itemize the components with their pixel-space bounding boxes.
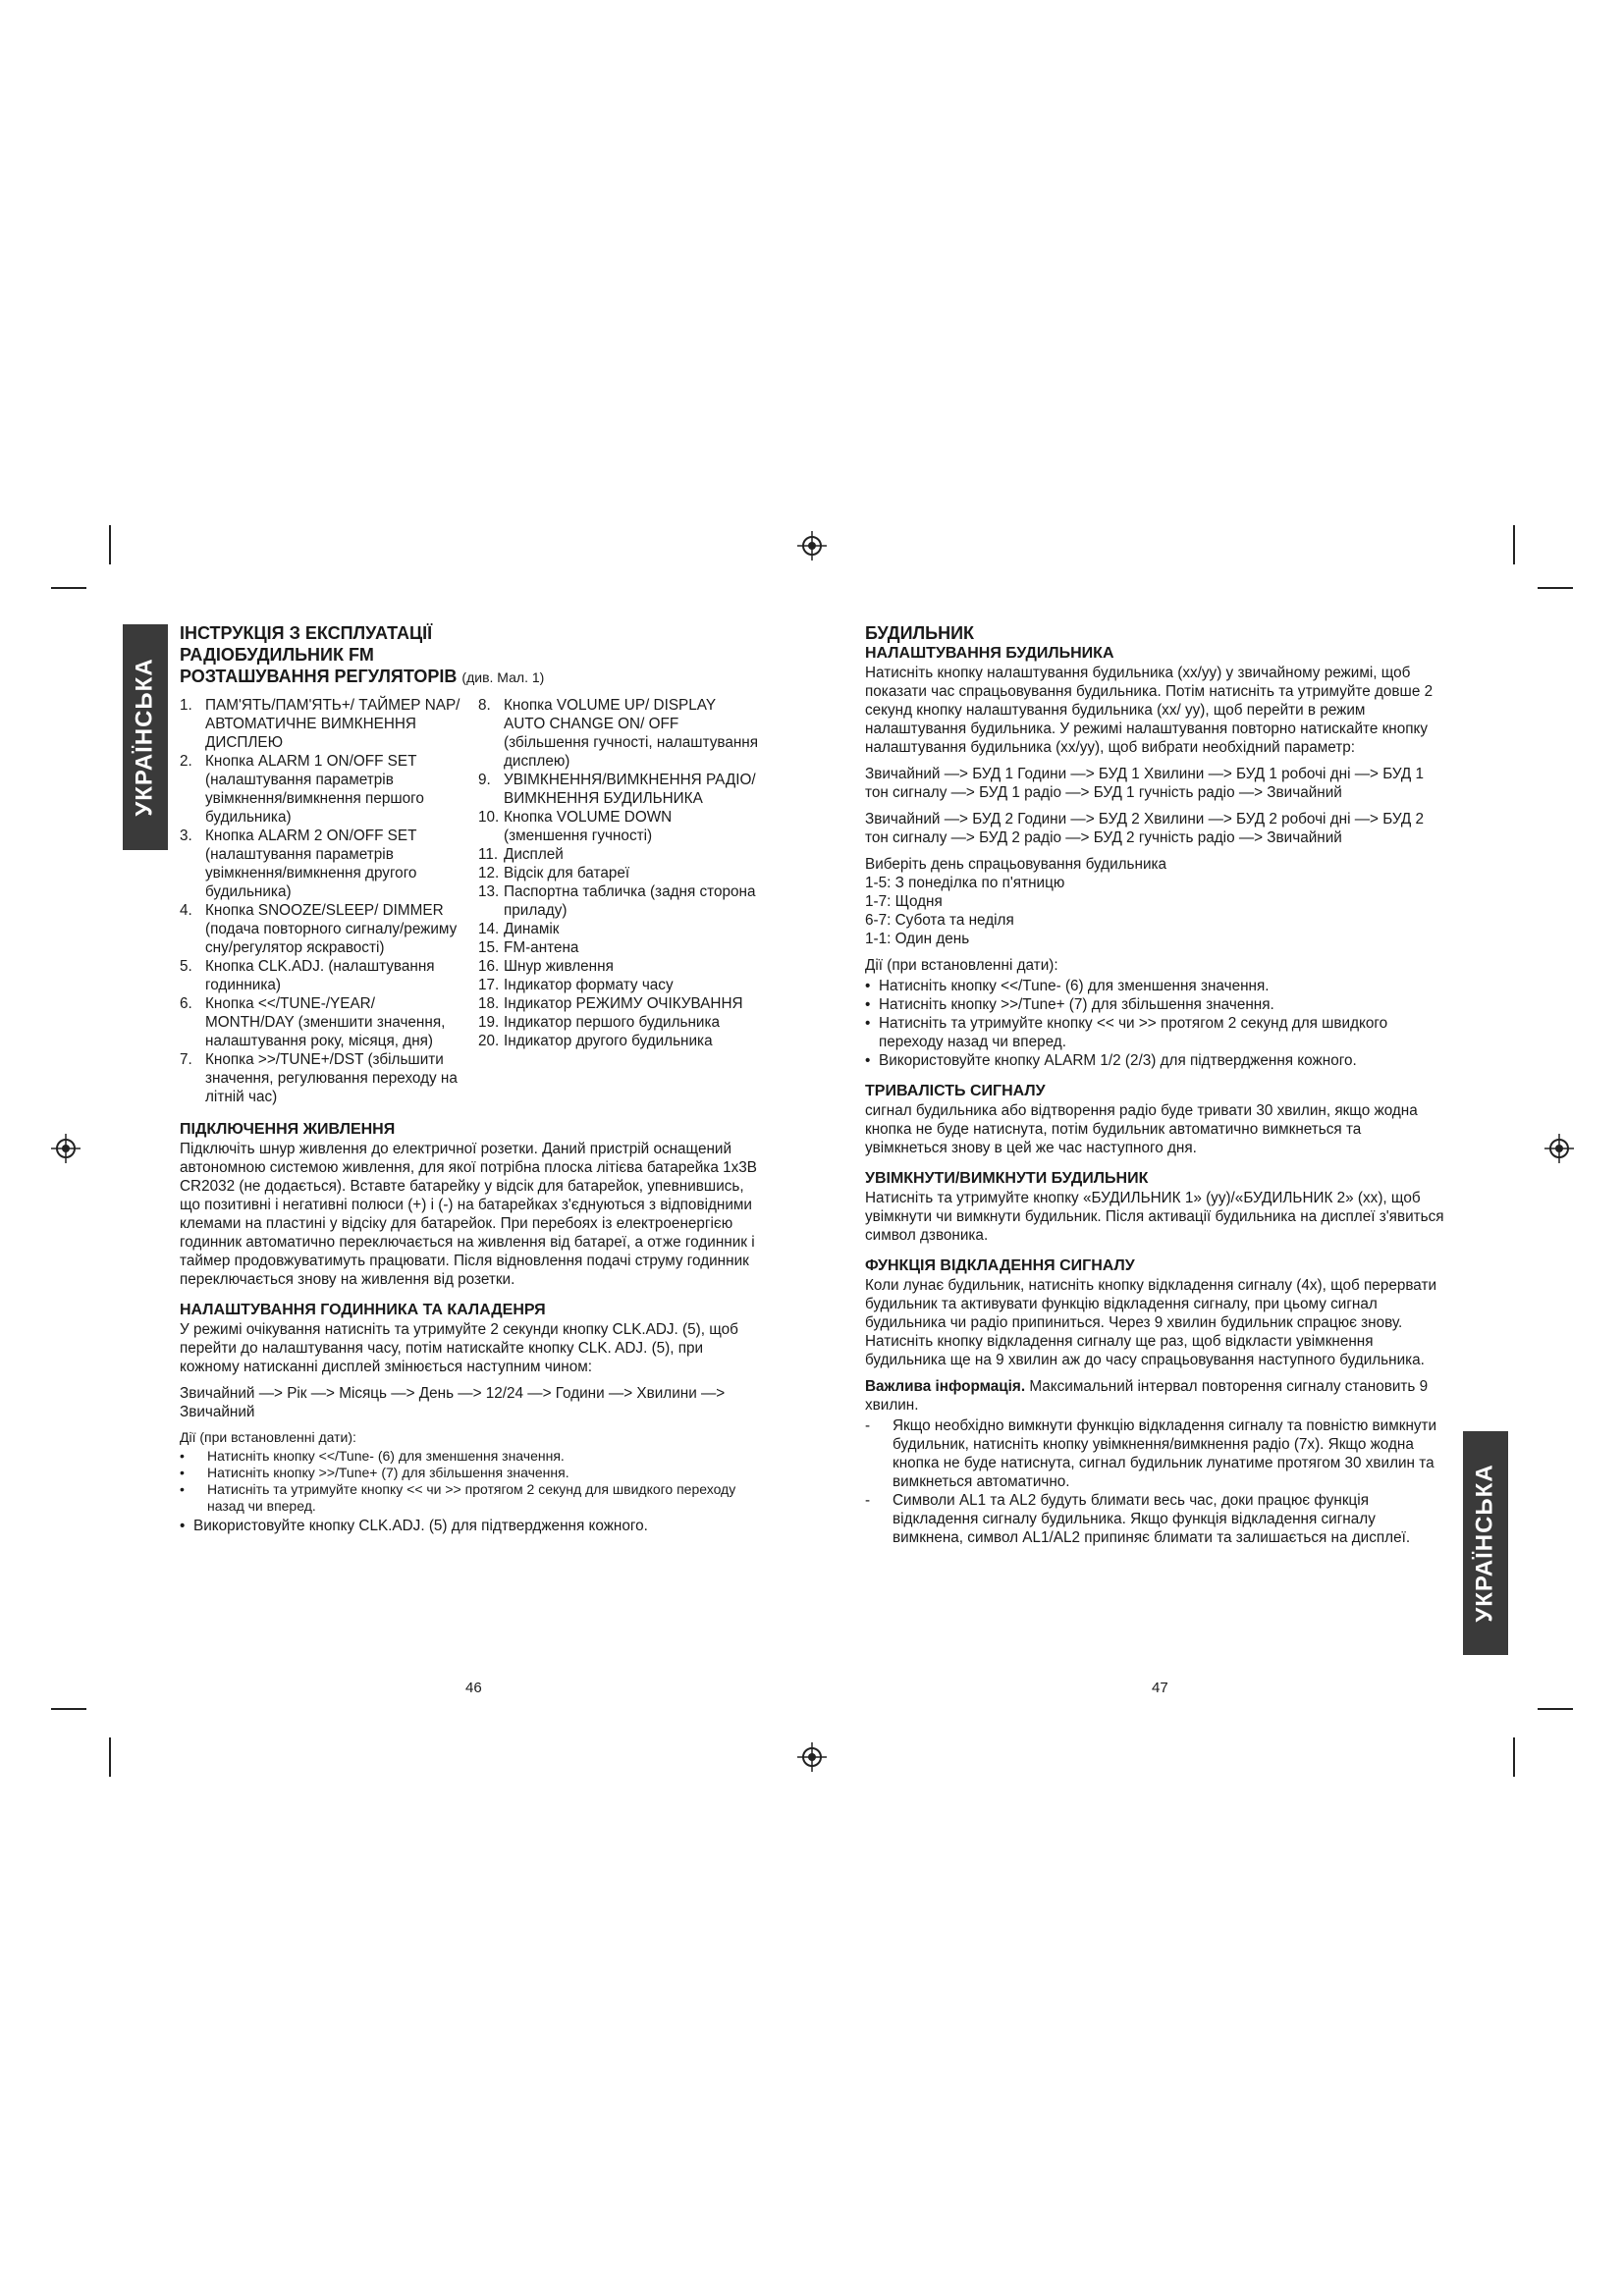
important-paragraph: Важлива інформація. Максимальний інтервал повторення сигналу становить 9 хвилин.	[865, 1378, 1429, 1414]
controls-list-column-2	[478, 696, 759, 1106]
control-item-number: 6.	[180, 995, 192, 1012]
control-item	[478, 771, 759, 808]
alarm-setup-heading: НАЛАШТУВАННЯ БУДИЛЬНИКА	[865, 645, 1114, 662]
control-item	[478, 1032, 759, 1050]
alarm-heading: БУДИЛЬНИК	[865, 623, 975, 643]
day-option: 6-7: Субота та неділя	[865, 912, 1014, 929]
power-heading: ПІДКЛЮЧЕННЯ ЖИВЛЕННЯ	[180, 1121, 396, 1138]
control-item	[180, 752, 464, 827]
control-item-number: 15.	[478, 939, 500, 956]
clock-actions-intro: Дії (при встановленні дати):	[180, 1429, 356, 1445]
alarm-actions-list	[865, 977, 1444, 1070]
onoff-heading: УВІМКНУТИ/ВИМКНУТИ БУДИЛЬНИК	[865, 1170, 1149, 1187]
control-item-text: Кнопка <</TUNE-/YEAR/ MONTH/DAY (зменшити значення, налаштування року, місяця, дня)	[205, 995, 446, 1049]
control-item	[478, 938, 759, 957]
control-item	[478, 1013, 759, 1032]
control-item-text: Кнопка VOLUME UP/ DISPLAY AUTO CHANGE ON/ OFF (збільшення гучності, налаштування дисплею)	[504, 697, 759, 770]
control-item-number: 16.	[478, 958, 500, 975]
control-item-text: Шнур живлення	[504, 958, 614, 975]
controls-list-column-1	[180, 696, 464, 1106]
control-item-text: Кнопка ALARM 2 ON/OFF SET (налаштування параметрів увімкнення/вимкнення другого будильника)	[205, 828, 417, 900]
control-item-number: 11.	[478, 846, 499, 863]
control-item-text: Кнопка CLK.ADJ. (налаштування годинника)	[205, 958, 435, 993]
control-item-number: 20.	[478, 1033, 500, 1049]
left-content	[180, 622, 759, 1535]
language-tab: УКРАЇНСЬКА	[123, 624, 168, 850]
control-item	[180, 957, 464, 994]
list-item: • Використовуйте кнопку CLK.ADJ. (5) для підтвердження кожного.	[180, 1518, 648, 1534]
onoff-paragraph: Натисніть та утримуйте кнопку «БУДИЛЬНИК 1» (уу)/«БУДИЛЬНИК 2» (хх), щоб увімкнути чи вимкнути будильник. Після активації будильника на дисплеї з'явиться символ дзвоника.	[865, 1190, 1444, 1244]
control-item-number: 17.	[478, 977, 500, 993]
control-item	[478, 976, 759, 994]
control-item-number: 12.	[478, 865, 500, 881]
control-item	[478, 845, 759, 864]
control-item-text: Індикатор другого будильника	[504, 1033, 713, 1049]
clock-paragraph: У режимі очікування натисніть та утримуйте 2 секунди кнопку CLK.ADJ. (5), щоб перейти до налаштування часу, потім натискайте кнопку CLK. ADJ. (5), при кожному натисканні дисплей змінюється наступним чином:	[180, 1321, 738, 1375]
control-item-text: ПАМ'ЯТЬ/ПАМ'ЯТЬ+/ ТАЙМЕР NAP/АВТОМАТИЧНЕ ВИМКНЕННЯ ДИСПЛЕЮ	[205, 697, 460, 751]
control-item-number: 1.	[180, 697, 192, 714]
control-item	[180, 827, 464, 901]
duration-paragraph: сигнал будильника або відтворення радіо буде тривати 30 хвилин, якщо жодна кнопка не буде натиснута, потім будильник автоматично вимкнеться та увімкнеться знову в цей же час наступного дня.	[865, 1102, 1418, 1156]
snooze-heading: ФУНКЦІЯ ВІДКЛАДЕННЯ СИГНАЛУ	[865, 1257, 1135, 1274]
control-item	[478, 808, 759, 845]
list-item: • Натисніть кнопку >>/Tune+ (7) для збільшення значення.	[865, 996, 1274, 1013]
manual-title: ІНСТРУКЦІЯ З ЕКСПЛУАТАЦІЇ	[180, 623, 433, 643]
snooze-paragraph: Коли лунає будильник, натисніть кнопку відкладення сигналу (4х), щоб перервати будильник та активувати функцію відкладення сигналу, при цьому сигнал будильника чи радіо припиниться. Через 9 хвилин будильник спрацює знову. Натисніть кнопку відкладення сигналу ще раз, щоб відкласти увімкнення будильника ще на 9 хвилин аж до часу спрацьовування наступного будильника.	[865, 1277, 1437, 1368]
clock-heading: НАЛАШТУВАННЯ ГОДИННИКА ТА КАЛАДЕНРЯ	[180, 1302, 546, 1318]
alarm-actions-intro: Дії (при встановленні дати):	[865, 957, 1058, 974]
control-item-text: Відсік для батареї	[504, 865, 630, 881]
control-item-text: Кнопка ALARM 1 ON/OFF SET (налаштування параметрів увімкнення/вимкнення першого будильника)	[205, 753, 424, 826]
control-item	[478, 882, 759, 920]
page-number: 46	[465, 1680, 482, 1696]
list-item: - Якщо необхідно вимкнути функцію відкладення сигналу та повністю вимкнути будильник, натисніть кнопку увімкнення/вимкнення радіо (7х). Якщо жодна кнопка не буде натиснута, сигнал будильник лунатиме протягом 30 хвилин та вимкнеться автоматично.	[865, 1417, 1437, 1490]
control-item	[478, 864, 759, 882]
control-item-text: УВІМКНЕННЯ/ВИМКНЕННЯ РАДІО/ВИМКНЕННЯ БУДИЛЬНИКА	[504, 772, 756, 807]
clock-confirm-list	[180, 1517, 759, 1535]
power-paragraph: Підключіть шнур живлення до електричної розетки. Даний пристрій оснащений автономною системою живлення, для якої потрібна плоска літієва батарейка 1х3В CR2032 (не додається). Вставте батарейку у відсік для батарейок, упевнившись, що позитивні і негативні полюси (+) і (-) на батарейках з'єднуються з відповідними клемами на пластині у відсіку для батарейок. При перебоях із електроенергією годинник автоматично переключається на живлення від батареї, а отже годинник і таймер продовжуватимуть працювати. Після відновлення подачі струму годинник переключається знову на живлення від розетки.	[180, 1141, 757, 1288]
control-item-text: Динамік	[504, 921, 560, 937]
right-content	[865, 622, 1444, 1547]
control-item-number: 7.	[180, 1051, 192, 1068]
controls-list	[180, 688, 759, 1106]
control-item	[478, 994, 759, 1013]
control-item-text: Кнопка >>/TUNE+/DST (збільшити значення, регулювання переходу на літній час)	[205, 1051, 458, 1105]
alarm1-sequence: Звичайний —> БУД 1 Години —> БУД 1 Хвилини —> БУД 1 робочі дні —> БУД 1 тон сигналу —> БУД 1 радіо —> БУД 1 гучність радіо —> Звичайний	[865, 766, 1425, 801]
control-item-text: Кнопка SNOOZE/SLEEP/ DIMMER (подача повторного сигналу/режиму сну/регулятор яскравості)	[205, 902, 458, 956]
list-item: • Натисніть кнопку <</Tune- (6) для зменшення значення.	[180, 1448, 565, 1464]
list-item: • Натисніть кнопку >>/Tune+ (7) для збільшення значення.	[180, 1465, 569, 1480]
duration-heading: ТРИВАЛІСТЬ СИГНАЛУ	[865, 1083, 1046, 1099]
control-item-text: Індикатор формату часу	[504, 977, 674, 993]
control-item-text: FM-антена	[504, 939, 579, 956]
day-option: 1-7: Щодня	[865, 893, 943, 910]
control-item-number: 4.	[180, 902, 192, 919]
clock-actions-list	[180, 1448, 759, 1515]
clock-sequence: Звичайний —> Рік —> Місяць —> День —> 12/24 —> Години —> Хвилини —> Звичайний	[180, 1385, 726, 1420]
control-item-number: 14.	[478, 921, 500, 937]
controls-heading: РОЗТАШУВАННЯ РЕГУЛЯТОРІВ (див. Мал. 1)	[180, 667, 545, 686]
list-item: - Символи AL1 та AL2 будуть блимати весь час, доки працює функція відкладення сигналу будильника. Якщо функція відкладення сигналу вимкнена, символ AL1/AL2 припиняє блимати та залишається на дисплеї.	[865, 1492, 1411, 1546]
control-item-number: 3.	[180, 828, 192, 844]
days-list	[865, 874, 1444, 948]
control-item-number: 13.	[478, 883, 500, 900]
days-intro: Виберіть день спрацьовування будильника	[865, 856, 1167, 873]
control-item	[180, 901, 464, 957]
page-right	[812, 0, 1624, 2296]
control-item-number: 10.	[478, 809, 500, 826]
control-item-number: 18.	[478, 995, 500, 1012]
important-list	[865, 1416, 1444, 1547]
list-item: • Натисніть кнопку <</Tune- (6) для зменшення значення.	[865, 978, 1270, 994]
control-item-text: Індикатор першого будильника	[504, 1014, 721, 1031]
control-item-number: 2.	[180, 753, 192, 770]
control-item	[478, 920, 759, 938]
control-item-number: 8.	[478, 697, 491, 714]
control-item-text: Паспортна табличка (задня сторона приладу)	[504, 883, 756, 919]
product-title: РАДІОБУДИЛЬНИК FM	[180, 645, 374, 665]
page-number: 47	[1152, 1680, 1168, 1696]
language-tab: УКРАЇНСЬКА	[1463, 1431, 1508, 1655]
control-item	[478, 957, 759, 976]
control-item-text: Індикатор РЕЖИМУ ОЧІКУВАННЯ	[504, 995, 743, 1012]
list-item: • Використовуйте кнопку ALARM 1/2 (2/3) для підтвердження кожного.	[865, 1052, 1357, 1069]
control-item-number: 9.	[478, 772, 491, 788]
list-item: • Натисніть та утримуйте кнопку << чи >> протягом 2 секунд для швидкого переходу назад чи вперед.	[180, 1481, 736, 1514]
control-item	[180, 696, 464, 752]
control-item-text: Кнопка VOLUME DOWN (зменшення гучності)	[504, 809, 673, 844]
alarm-setup-paragraph: Натисніть кнопку налаштування будильника (хх/уу) у звичайному режимі, щоб показати час спрацьовування будильника. Потім натисніть та утримуйте довше 2 секунд кнопку налаштування будильника (хх/ уу), щоб перейти в режим налаштування будильника. У режимі налаштування повторно натискайте кнопку налаштування будильника (хх/уу), щоб вибрати необхідний параметр:	[865, 665, 1434, 756]
control-item-number: 5.	[180, 958, 192, 975]
list-item: • Натисніть та утримуйте кнопку << чи >> протягом 2 секунд для швидкого переходу назад чи вперед.	[865, 1015, 1388, 1050]
control-item	[180, 1050, 464, 1106]
control-item	[478, 696, 759, 771]
day-option: 1-5: З понеділка по п'ятницю	[865, 875, 1065, 891]
alarm2-sequence: Звичайний —> БУД 2 Години —> БУД 2 Хвилини —> БУД 2 робочі дні —> БУД 2 тон сигналу —> БУД 2 радіо —> БУД 2 гучність радіо —> Звичайний	[865, 811, 1425, 846]
control-item-number: 19.	[478, 1014, 500, 1031]
day-option: 1-1: Один день	[865, 931, 970, 947]
control-item-text: Дисплей	[504, 846, 564, 863]
control-item	[180, 994, 464, 1050]
